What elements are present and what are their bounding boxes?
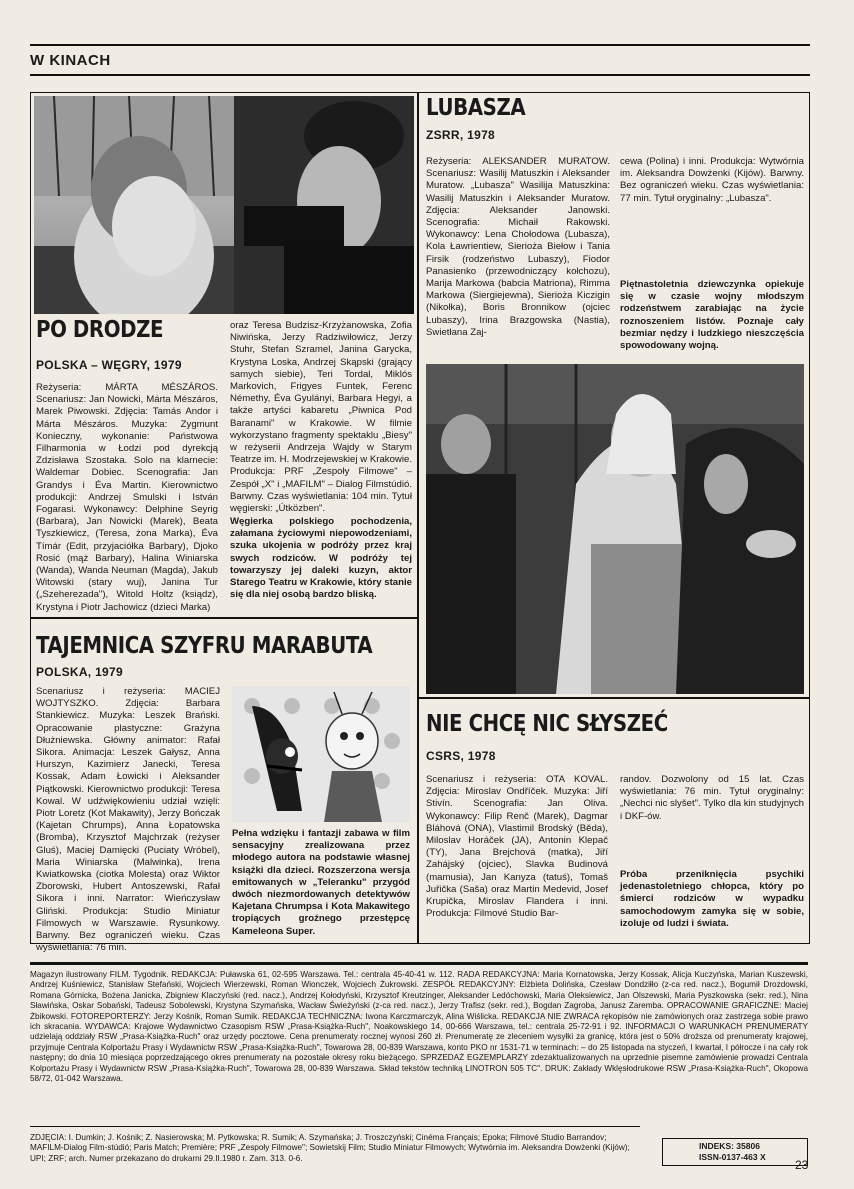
nie-chce-credits-2: randov. Dozwolony od 15 lat. Czas wyświetlania: 76 min. Tytuł oryginalny: „Nechci nic slyšet". Tylko dla kin studyjnych i DKF-ów. (620, 774, 804, 822)
po-drodze-credits-1: Reżyseria: MÁRTA MÉSZÁROS. Scenariusz: Jan Nowicki, Márta Mészáros, Marek Piwowski. Zdjęcia: Tamás Andor i Márta Mészáros. Muzyka: Zygmunt Konieczny, wykonanie: Państwowa Filharmonia w Łodzi pod dyrekcją Zdzisława Szostaka. Solo na klarnecie: Waldemar Dobiec. Scenografia: Jan Grandys i Éva Martin. Kierownictwo produkcji: Andrzej Smulski i István Fogarasi. Wykonawcy: Delphine Seyrig (Barbara), Jan Nowicki (Marek), Beata Tyszkiewicz, (Teresa, żona Marka), Éva Tímár (Edit, przyjaciółka Barbary), Djoko Rosić (mąż Barbary), Halina Winiarska (Wanda), Wanda Neuman (Magda), Jakub Witowski (stary wuj), Janina Tur („Szeherezada"), Witold Holtz (ksiądz), Krystyna i Piotr Jachowicz (dzieci Marka) (36, 382, 218, 613)
nie-chce-subtitle: CSRS, 1978 (426, 749, 496, 763)
section-title: W KINACH (30, 52, 111, 69)
photo-credits: ZDJĘCIA: I. Dumkin; J. Kośnik; Z. Nasierowska; M. Pytkowska; R. Sumik; A. Szymańska; J. Troszczyński; Cinéma Français; Epoka; Filmové Studio Barrandov; MAFILM-Dialog Film-stúdió; Paris Match; Première; PRF „Zespoły Filmowe"; Sowietskij Film; Studio Miniatur Filmowych; Wytwórnia im. Aleksandra Dowżenki (Kijów); UPI; ZRF; arch. Numer przekazano do drukarni 29.II.1980 r. Zam. 313. 0-6. (30, 1133, 630, 1163)
section-header (30, 44, 810, 76)
index-number: INDEKS: 35806 (699, 1141, 760, 1151)
marabut-subtitle: POLSKA, 1979 (36, 665, 123, 679)
page-number: 23 (795, 1158, 809, 1172)
po-drodze-photo (34, 96, 414, 314)
marabut-summary: Pełna wdzięku i fantazji zabawa w film sensacyjny zrealizowana przez młodego autora na podstawie własnej książki dla dzieci. Rozszerzona wersja emitowanych w „Teleranku" przygód dwóch niezmordowanych detektywów Kajetana Chrumpsa i Kota Makawitego tropiących groźnego przestępcę Kameleona Super. (232, 828, 410, 937)
lubasza-credits-2: cewa (Polina) i inni. Produkcja: Wytwórnia im. Aleksandra Dowżenki (Kijów). Barwny. Bez ograniczeń wieku. Czas wyświetlania: 77 min. Tytuł oryginalny: „Lubasza". (620, 156, 804, 204)
nie-chce-title: NIE CHCĘ NIC SŁYSZEĆ (426, 711, 668, 737)
nie-chce-summary: Próba przeniknięcia psychiki jedenastoletniego chłopca, który po śmierci rodziców w wypadku samochodowym zamyka się w sobie, izoluje od ludzi i świata. (620, 869, 804, 929)
lubasza-summary: Piętnastoletnia dziewczynka opiekuje się w czasie wojny młodszym rodzeństwem zarabiając na życie roznoszeniem listów. Poznaje cały bezmiar nędzy i ludzkiego nieszczęścia spowodowany wojną. (620, 279, 804, 352)
po-drodze-credits-2: oraz Teresa Budzisz-Krzyżanowska, Zofia Niwińska, Jerzy Radziwiłowicz, Jerzy Stuhr, Stefan Szramel, Janina Garycka, Krystyna Loska, Andrzej Skąpski (grający samych siebie), Teri Tordal, Miklós Markovich, Frigyes Funtek, Ferenc Némethy, Éva Gyulányi, Barbara Hegyi, a także artyści kabaretu „Piwnica Pod Baranami" w Krakowie. W filmie wykorzystano fragmenty spektaklu „Biesy" w reżyserii Andrzeja Wajdy w Starym Teatrze im. H. Modrzejewskiej w Krakowie. Produkcja: PRF „Zespoły Filmowe" – Zespół „X" i „MAFILM" – Dialog Filmstúdió. Barwny. Czas wyświetlania: 104 min. Tytuł węgierski: „Útközben". (230, 320, 412, 515)
lubasza-photo (426, 364, 804, 694)
marabut-title: TAJEMNICA SZYFRU MARABUTA (36, 633, 373, 659)
credits-rule (30, 1126, 640, 1127)
po-drodze-subtitle: POLSKA – WĘGRY, 1979 (36, 358, 182, 372)
lubasza-credits-1: Reżyseria: ALEKSANDER MURATOW. Scenariusz: Wasilij Matuszkin i Aleksander Muratow. „Lubasza" Wasilija Matuszkina: Wasilij Matuszkin i Aleksander Muratow. Zdjęcia: Aleksander Janowski. Scenografia: Michaił Rakowski. Wykonawcy: Lena Chołodowa (Lubasza), Kola Ławrientiew, Sierioża Biełow i Tania Firsik (rodzeństwo Lubaszy), Fiodor Panasienko (przewodniczący kołchozu), Marija Markowa (babcia Matriona), Rimma Markowa (Siergiejewna), Sierioża Kiczigin (Nikołka), Boris Bronnikow (ojciec Lubaszy), Irina Brazgowska (Nastia), Swietłana Zaj- (426, 156, 610, 338)
index-box (662, 1138, 808, 1166)
masthead: Magazyn ilustrowany FILM. Tygodnik. REDAKCJA: Puławska 61, 02-595 Warszawa. Tel.: centrala 45-40-41 w. 112. RADA REDAKCYJNA: Maria Kornatowska, Jerzy Kossak, Alicja Kuczyńska, Marian Kuszewski, Andrzej Kuśniewicz, Stanisław Stefański, Wojciech Wierzewski, Roman Wionczek, Wojciech Żukrowski. ZESPÓŁ REDAKCYJNY: Elżbieta Dolińska, Czesław Dondziłło (z-ca red. nacz.), Bogumił Drozdowski, Romana Górnicka, Bożena Janicka, Zbigniew Klaczyński (red. nacz.), Andrzej Kołodyński, Krzysztof Kreutzinger, Aleksander Ledóchowski, Maria Oleksiewicz, Jan Olszewski, Maria Pyszkowska (sekr. red.), Nina Sławińska, Oskar Sobański, Tadeusz Sobolewski, Krystyna Szymańska, Wacław Świeżyński (z-ca red. nacz.), Jerzy Trafisz (sekr. red.), Bogdan Zagroba, Janusz Zaremba. OPRACOWANIE GRAFICZNE: Maciej Żbikowski. FOTOREPORTERZY: Jerzy Kośnik, Roman Sumik. REDAKCJA TECHNICZNA: Iwona Karczmarczyk, Alina Wiślicka. REDAKCJA NIE ZWRACA rękopisów nie zamówionych oraz zastrzega sobie prawo ich skracania. WYDAWCA: Krajowe Wydawnictwo Czasopism RSW „Prasa-Książka-Ruch", Noakowskiego 14, 00-666 Warszawa, tel.: centrala 25-72-91 i 92. INFORMACJI O WARUNKACH PRENUMERATY udzielają oddziały RSW „Prasa-Książka-Ruch" oraz urzędy pocztowe. Cena prenumeraty rocznej wynosi 260 zł. Prenumeratę ze zleceniem wysyłki za granicę, która jest o 50% droższa od prenumeraty krajowej, przyjmuje Centrala Kolportażu Prasy i Wydawnictw RSW „Prasa-Książka-Ruch", Towarowa 28, 00-839 Warszawa, konto PKO nr 1531-71 w terminach: – do 25 listopada na styczeń, I kwartał, I półrocze i na cały rok następny; do dnia 10 miesiąca poprzedzającego okres prenumeraty na pozostałe okresy roku bieżącego. SPRZEDAŻ EGZEMPLARZY zdezaktualizowanych na uprzednie pisemne zamówienie prowadzi Centrala Kolportażu Prasy i Wydawnictw RSW „Prasa-Książka-Ruch", Towarowa 28, 00-839 Warszawa. Skład tekstów techniką LINOTRON 505 TC". DRUK: Zakłady Wklęsłodrukowe RSW „Prasa-Książka-Ruch", Okopowa 58/72, 01-042 Warszawa. (30, 970, 808, 1084)
issn-number: ISSN-0137-463 X (699, 1152, 766, 1162)
nie-chce-credits-1: Scenariusz i reżyseria: OTA KOVAL. Zdjęcia: Miroslav Ondříček. Muzyka: Jiří Stivín. Scenografia: Jan Oliva. Wykonawcy: Filip Renč (Marek), Dagmar Bláhová (ONA), Vlastimil Brodský (Běda), Miloslav Horáček (JA), Antonin Klepač (TY), Jana Brejchová (matka), Jiří Zahájský (ojciec), Slavka Budinová (mamusia), Jan Kanyza (tatuś), Tomaš Juřička (Saša) oraz Martin Medevid, Josef Krupička, Miroslav Flandera i inni. Produkcja: Filmové Studio Bar- (426, 774, 608, 920)
lubasza-subtitle: ZSRR, 1978 (426, 128, 496, 142)
lubasza-title: LUBASZA (426, 95, 526, 121)
marabut-illustration (232, 686, 410, 822)
po-drodze-title: PO DRODZE (36, 317, 164, 343)
footer-rule (30, 962, 808, 965)
po-drodze-summary: Węgierka polskiego pochodzenia, załamana życiowymi niepowodzeniami, szuka ukojenia w podróży przez kraj swych rodziców. W podróży tej towarzyszy jej daleki kuzyn, aktor Starego Teatru w Krakowie, który stanie się dla niej osobą bardzo bliską. (230, 516, 412, 601)
marabut-credits: Scenariusz i reżyseria: MACIEJ WOJTYSZKO. Zdjęcia: Barbara Stankiewicz. Muzyka: Leszek Brański. Opracowanie plastyczne: Grażyna Dłużniewska. Główny animator: Rafał Sikora. Animacja: Leszek Gałysz, Anna Hurszyn, Kazimierz Janecki, Teresa Kossak, Adam Łowicki i Aleksander Piątkowski. Kierownictwo produkcji: Teresa Kowal. W udźwiękowieniu udział wzięli: Piotr Loretz (Kot Makawity), Jerzy Bończak (Kajetan Chrumps), Anna Łopatowska (Bromba), Krzysztof Majchrzak (reżyser Gluś), Maciej Damięcki (Puciaty Wróbel), Maria Winiarska (Malwinka), Irena Kwiatkowska (ciotka Molesta) oraz Wiktor Zborowski, Hubert Antoszewski, Rafał Sikora i inni. Narrator: Wieńczysław Gliński. Produkcja: Studio Miniatur Filmowych w Warszawie. Rysunkowy. Barwny. Bez ograniczeń wieku. Czas wyświetlania: 76 min. (36, 686, 220, 954)
